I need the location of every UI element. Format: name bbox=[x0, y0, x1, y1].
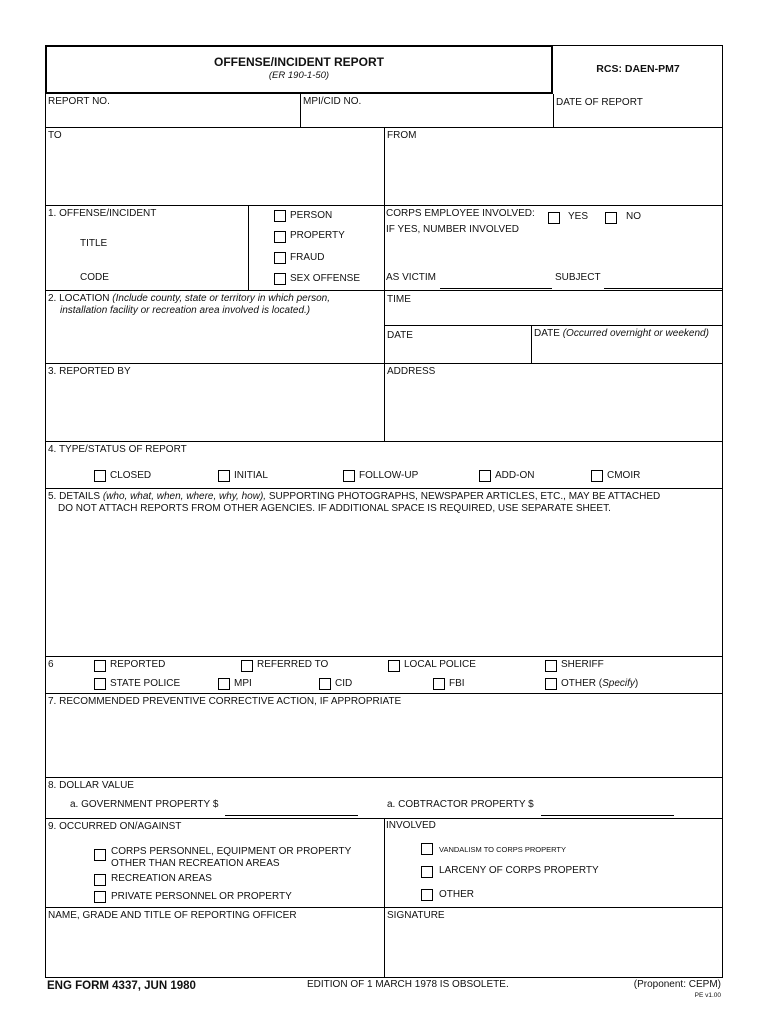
gov-property-label: a. GOVERNMENT PROPERTY $ bbox=[70, 799, 219, 810]
location-field[interactable] bbox=[46, 318, 383, 362]
date-overnight-title: DATE bbox=[534, 328, 560, 339]
corps-personnel-label-2: OTHER THAN RECREATION AREAS bbox=[111, 858, 280, 869]
page-subtitle: (ER 190-1-50) bbox=[268, 70, 330, 81]
other-agency-specify: Specify bbox=[602, 678, 635, 689]
sheriff-checkbox[interactable] bbox=[545, 660, 557, 672]
sex-offense-label: SEX OFFENSE bbox=[290, 273, 361, 284]
involved-label: INVOLVED bbox=[386, 820, 436, 831]
dollar-value-label: 8. DOLLAR VALUE bbox=[48, 780, 134, 791]
details-label bbox=[48, 491, 660, 502]
property-label: PROPERTY bbox=[290, 230, 345, 241]
larceny-label: LARCENY OF CORPS PROPERTY bbox=[439, 865, 599, 876]
no-checkbox[interactable] bbox=[605, 212, 617, 224]
vandalism-checkbox[interactable] bbox=[421, 843, 433, 855]
other-involved-checkbox[interactable] bbox=[421, 889, 433, 901]
recreation-areas-label: RECREATION AREAS bbox=[111, 873, 212, 884]
private-personnel-label: PRIVATE PERSONNEL OR PROPERTY bbox=[111, 891, 292, 902]
corps-personnel-checkbox[interactable] bbox=[94, 849, 106, 861]
type-status-label: 4. TYPE/STATUS OF REPORT bbox=[48, 444, 187, 455]
date-of-report-label: DATE OF REPORT bbox=[556, 97, 643, 108]
offense-title-label: TITLE bbox=[80, 238, 108, 249]
fbi-checkbox[interactable] bbox=[433, 678, 445, 690]
signature-label: SIGNATURE bbox=[387, 910, 445, 921]
time-label: TIME bbox=[387, 294, 411, 305]
cmoir-label: CMOIR bbox=[607, 470, 641, 481]
state-police-checkbox[interactable] bbox=[94, 678, 106, 690]
corps-personnel-label: CORPS PERSONNEL, EQUIPMENT OR PROPERTY bbox=[111, 846, 352, 857]
offense-label: 1. OFFENSE/INCIDENT bbox=[48, 208, 157, 219]
property-checkbox[interactable] bbox=[274, 231, 286, 243]
fraud-label: FRAUD bbox=[290, 252, 325, 263]
location-note-line1: (Include county, state or territory in which person, bbox=[112, 293, 330, 304]
corrective-action-field[interactable] bbox=[46, 708, 722, 776]
mpi-cid-no-label: MPI/CID NO. bbox=[303, 96, 362, 107]
closed-label: CLOSED bbox=[110, 470, 152, 481]
larceny-checkbox[interactable] bbox=[421, 866, 433, 878]
to-label: TO bbox=[48, 130, 62, 141]
reported-by-label: 3. REPORTED BY bbox=[48, 366, 131, 377]
person-label: PERSON bbox=[290, 210, 333, 221]
contractor-property-label: a. COBTRACTOR PROPERTY $ bbox=[387, 799, 534, 810]
details-note: (who, what, when, where, why, how), bbox=[102, 491, 267, 502]
private-personnel-checkbox[interactable] bbox=[94, 891, 106, 903]
address-field[interactable] bbox=[385, 378, 722, 440]
initial-checkbox[interactable] bbox=[218, 470, 230, 482]
add-on-label: ADD-ON bbox=[495, 470, 535, 481]
subject-label: SUBJECT bbox=[555, 272, 601, 283]
other-agency-text: OTHER ( bbox=[561, 678, 603, 689]
details-field[interactable] bbox=[46, 516, 722, 655]
yes-checkbox[interactable] bbox=[548, 212, 560, 224]
reporting-officer-field[interactable] bbox=[46, 922, 383, 977]
follow-up-label: FOLLOW-UP bbox=[359, 470, 419, 481]
fraud-checkbox[interactable] bbox=[274, 252, 286, 264]
add-on-checkbox[interactable] bbox=[479, 470, 491, 482]
rcs-code: RCS: DAEN-PM7 bbox=[596, 63, 680, 75]
person-checkbox[interactable] bbox=[274, 210, 286, 222]
edition-note: EDITION OF 1 MARCH 1978 IS OBSOLETE. bbox=[307, 979, 509, 990]
details-title: 5. DETAILS bbox=[48, 491, 101, 502]
occurred-on-label: 9. OCCURRED ON/AGAINST bbox=[48, 821, 182, 832]
contractor-property-line[interactable] bbox=[541, 815, 674, 816]
details-line2: DO NOT ATTACH REPORTS FROM OTHER AGENCIES. IF ADDITIONAL SPACE IS REQUIRED, USE SEPARATE SHEET. bbox=[58, 503, 611, 514]
details-rest: SUPPORTING PHOTOGRAPHS, NEWSPAPER ARTICLES, ETC., MAY BE ATTACHED bbox=[268, 491, 661, 502]
no-label: NO bbox=[626, 211, 641, 222]
closed-checkbox[interactable] bbox=[94, 470, 106, 482]
sheriff-label: SHERIFF bbox=[561, 659, 604, 670]
location-title: 2. LOCATION bbox=[48, 293, 110, 304]
address-label: ADDRESS bbox=[387, 366, 436, 377]
location-label bbox=[48, 293, 330, 304]
cid-checkbox[interactable] bbox=[319, 678, 331, 690]
local-police-label: LOCAL POLICE bbox=[404, 659, 476, 670]
other-agency-checkbox[interactable] bbox=[545, 678, 557, 690]
version: PE v1.00 bbox=[694, 992, 721, 999]
date-overnight-note: (Occurred overnight or weekend) bbox=[562, 328, 709, 339]
sex-offense-checkbox[interactable] bbox=[274, 273, 286, 285]
page-title: OFFENSE/INCIDENT REPORT bbox=[213, 55, 384, 69]
from-label: FROM bbox=[387, 130, 417, 141]
date-label: DATE bbox=[387, 330, 413, 341]
from-field[interactable] bbox=[385, 142, 722, 204]
recreation-areas-checkbox[interactable] bbox=[94, 874, 106, 886]
offense-code-label: CODE bbox=[80, 272, 109, 283]
reported-checkbox[interactable] bbox=[94, 660, 106, 672]
referred-to-label: REFERRED TO bbox=[257, 659, 329, 670]
referred-to-checkbox[interactable] bbox=[241, 660, 253, 672]
subject-line[interactable] bbox=[604, 288, 722, 289]
cid-label: CID bbox=[335, 678, 353, 689]
report-no-label: REPORT NO. bbox=[48, 96, 110, 107]
form-number: ENG FORM 4337, JUN 1980 bbox=[47, 980, 196, 992]
mpi-cid-no-field[interactable] bbox=[301, 108, 552, 126]
if-yes-number-label: IF YES, NUMBER INVOLVED bbox=[386, 224, 519, 235]
initial-label: INITIAL bbox=[234, 470, 268, 481]
other-agency-close: ) bbox=[634, 678, 639, 689]
to-field[interactable] bbox=[46, 142, 383, 204]
as-victim-label: AS VICTIM bbox=[386, 272, 437, 283]
gov-property-line[interactable] bbox=[225, 815, 358, 816]
corps-employee-label: CORPS EMPLOYEE INVOLVED: bbox=[386, 208, 535, 219]
report-no-field[interactable] bbox=[46, 108, 299, 126]
fbi-label: FBI bbox=[449, 678, 465, 689]
signature-field[interactable] bbox=[385, 922, 722, 977]
mpi-checkbox[interactable] bbox=[218, 678, 230, 690]
date-overnight-label bbox=[534, 328, 709, 339]
vandalism-label: VANDALISM TO CORPS PROPERTY bbox=[439, 845, 566, 854]
follow-up-checkbox[interactable] bbox=[343, 470, 355, 482]
section6-number: 6 bbox=[48, 659, 54, 670]
reported-by-field[interactable] bbox=[46, 378, 383, 440]
reported-label: REPORTED bbox=[110, 659, 166, 670]
location-note-line2: installation facility or recreation area involved is located.) bbox=[60, 305, 311, 316]
cmoir-checkbox[interactable] bbox=[591, 470, 603, 482]
yes-label: YES bbox=[568, 211, 589, 222]
proponent: (Proponent: CEPM) bbox=[633, 979, 721, 990]
other-involved-label: OTHER bbox=[439, 889, 474, 900]
other-agency-label bbox=[561, 678, 638, 689]
date-of-report-field[interactable] bbox=[554, 110, 722, 126]
local-police-checkbox[interactable] bbox=[388, 660, 400, 672]
corrective-action-label: 7. RECOMMENDED PREVENTIVE CORRECTIVE ACTION, IF APPROPRIATE bbox=[48, 696, 402, 707]
mpi-label: MPI bbox=[234, 678, 252, 689]
reporting-officer-label: NAME, GRADE AND TITLE OF REPORTING OFFICER bbox=[48, 910, 297, 921]
state-police-label: STATE POLICE bbox=[110, 678, 181, 689]
as-victim-line[interactable] bbox=[440, 288, 552, 289]
